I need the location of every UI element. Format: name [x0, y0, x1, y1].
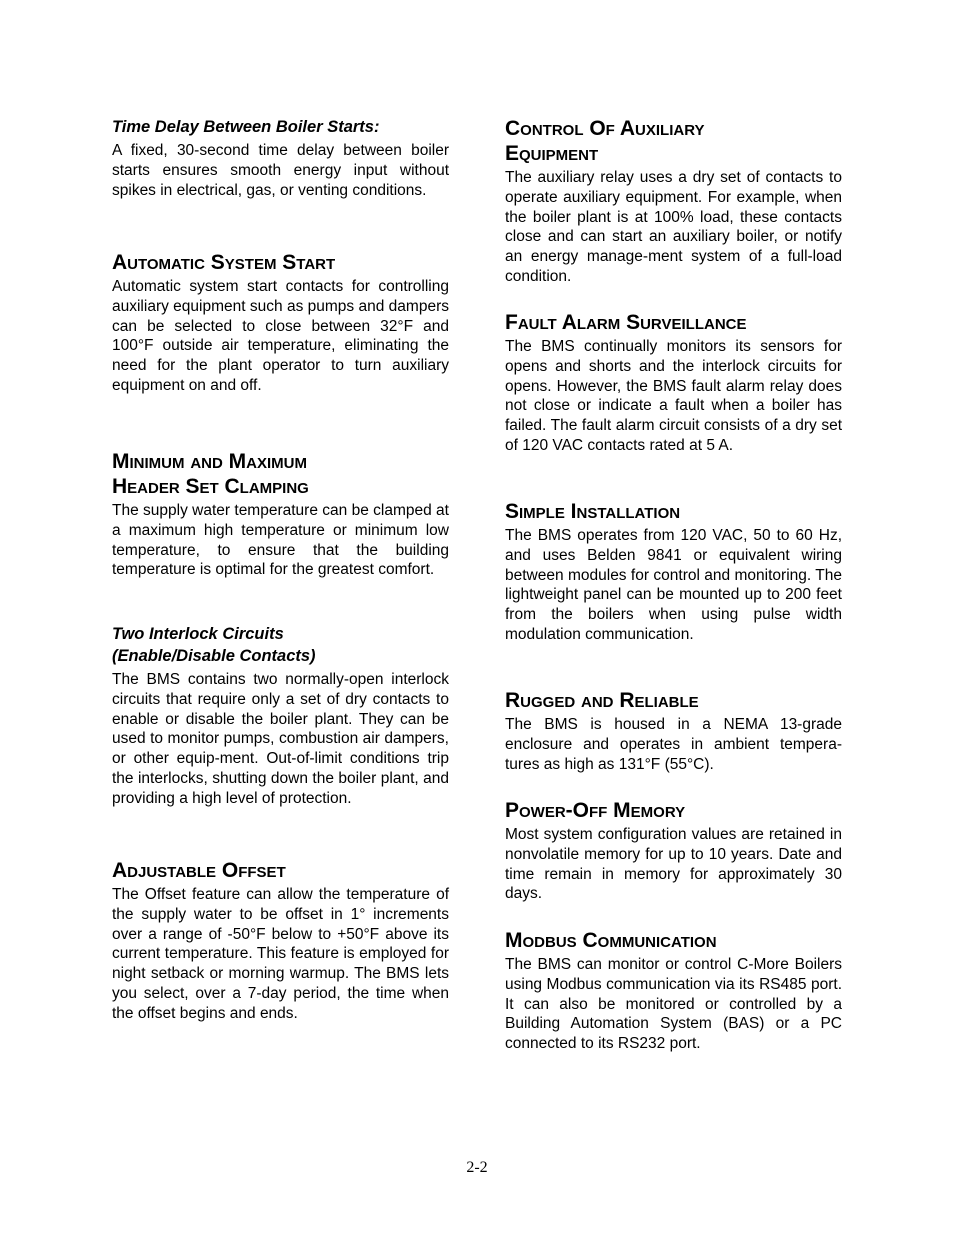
section-body: Most system configuration values are retained in nonvolatile memory for up to 10 years. Date and time remain in memory for approximately 30 days.	[505, 826, 842, 903]
section-adjustable-offset	[112, 858, 449, 1024]
section-heading	[505, 499, 842, 524]
section-body: The BMS contains two normally-open interlock circuits that require only a set of dry contacts to enable or disable the boiler plant. They can be used to monitor pumps, combustion air dampers, or other equip-ment. Out-of-limit conditions trip the interlocks, shutting down the boiler plant, and providing a high level of protection.	[112, 671, 449, 807]
section-body: The BMS is housed in a NEMA 13-grade enclosure and operates in ambient tempera-tures as high as 131°F (55°C).	[505, 716, 842, 773]
section-body: The BMS can monitor or control C-More Boilers using Modbus communication via its RS485 port. It can also be monitored or controlled by a Building Automation System (BAS) or a PC connected to its RS232 port.	[505, 956, 842, 1053]
heading-line: Header Set Clamping	[112, 475, 309, 498]
section-heading	[505, 798, 842, 823]
section-heading	[505, 310, 842, 335]
section-modbus-communication	[505, 928, 842, 1054]
section-heading	[505, 688, 842, 713]
section-body: The BMS continually monitors its sensors for opens and shorts and the interlock circuits for opens. However, the BMS fault alarm relay does not close or indicate a fault when a boiler has failed. The fault alarm circuit consists of a dry set of 120 VAC contacts rated at 5 A.	[505, 338, 842, 454]
section-heading	[505, 928, 842, 953]
heading-line: Equipment	[505, 142, 599, 165]
section-heading	[112, 250, 449, 275]
section-fault-alarm	[505, 310, 842, 456]
section-simple-installation	[505, 499, 842, 645]
section-body: The BMS operates from 120 VAC, 50 to 60 Hz, and uses Belden 9841 or equivalent wiring between modules for control and monitoring. The lightweight panel can be mounted up to 200 feet from the boilers when using pulse width modulation communication.	[505, 527, 842, 643]
section-body: A fixed, 30-second time delay between boiler starts ensures smooth energy input without spikes in electrical, gas, or venting conditions.	[112, 142, 449, 199]
section-body: The Offset feature can allow the temperature of the supply water to be offset in 1° increments over a range of -50°F below to +50°F above its current temperature. This feature is employed for night setback or morning warmup. The BMS lets you select, over a 7-day period, the time when the offset begins and ends.	[112, 886, 449, 1022]
section-header-set-clamping	[112, 449, 449, 580]
section-auxiliary-equipment	[505, 116, 842, 287]
section-time-delay	[112, 116, 449, 200]
heading-line: Two Interlock Circuits	[112, 625, 284, 643]
section-interlock-circuits	[112, 623, 449, 809]
section-power-off-memory	[505, 798, 842, 904]
heading-line: Power-Off Memory	[505, 799, 686, 822]
heading-line: Adjustable Offset	[112, 859, 286, 882]
section-body: Automatic system start contacts for controlling auxiliary equipment such as pumps and dampers can be selected to close between 32°F and 100°F outside air temperature, eliminating the need for the plant operator to turn auxiliary equipment on and off.	[112, 278, 449, 394]
heading-line: Control Of Auxiliary	[505, 117, 705, 140]
page-number: 2-2	[466, 1159, 488, 1176]
section-heading	[112, 623, 449, 667]
heading-line: Fault Alarm Surveillance	[505, 311, 747, 334]
heading-line: Rugged and Reliable	[505, 689, 699, 712]
section-heading	[112, 858, 449, 883]
heading-line: Simple Installation	[505, 500, 681, 523]
section-heading	[505, 116, 842, 166]
heading-line: (Enable/Disable Contacts)	[112, 647, 316, 665]
heading-line: Modbus Communication	[505, 929, 717, 952]
heading-line: Automatic System Start	[112, 251, 336, 274]
section-rugged-reliable	[505, 688, 842, 774]
section-body: The supply water temperature can be clamped at a maximum high temperature or minimum low temperature, to ensure that the building temperature is optimal for the greatest comfort.	[112, 502, 449, 579]
section-heading	[112, 449, 449, 499]
heading-line: Minimum and Maximum	[112, 450, 307, 473]
section-heading	[112, 116, 449, 138]
section-automatic-system-start	[112, 250, 449, 396]
section-body: The auxiliary relay uses a dry set of contacts to operate auxiliary equipment. For example, when the boiler plant is at 100% load, these contacts close and can start an auxiliary boiler, or notify an energy manage-ment system of a full-load condition.	[505, 169, 842, 285]
heading-line: Time Delay Between Boiler Starts:	[112, 118, 380, 136]
